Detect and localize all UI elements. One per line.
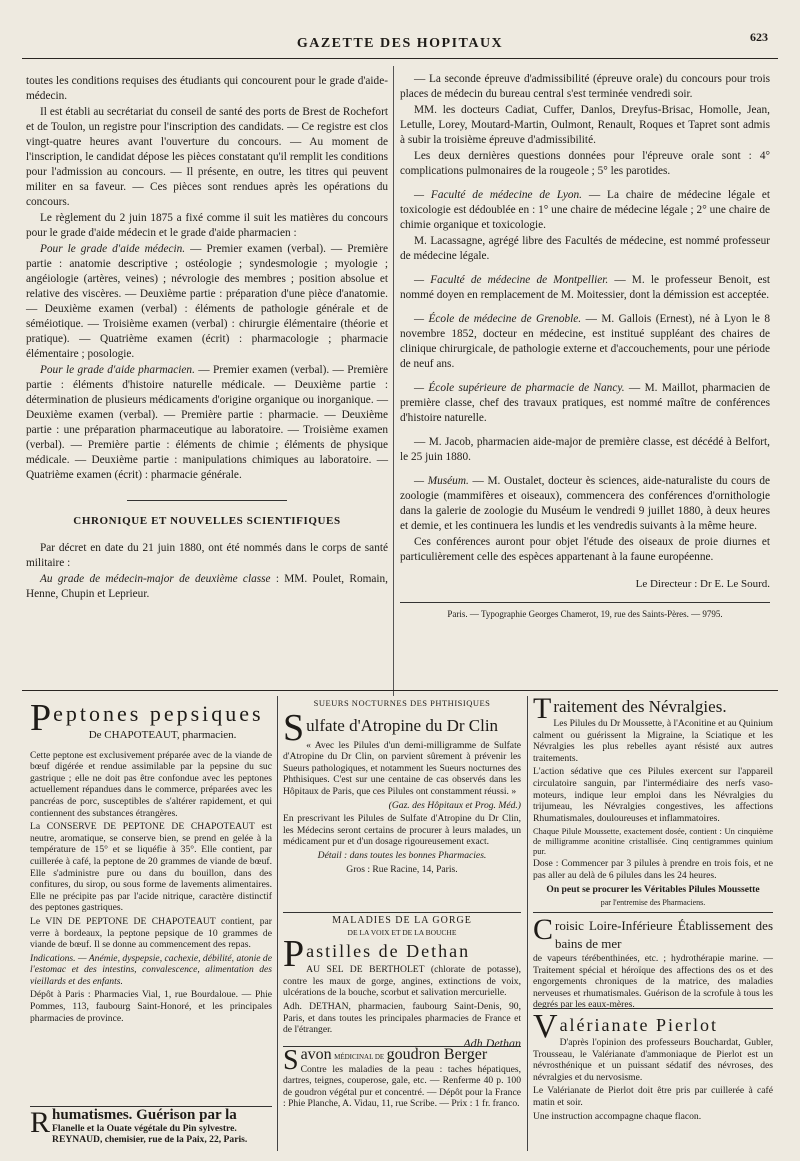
left-paragraph-1: toutes les conditions requises des étudiants qui concourent pour le grade d'aide-médecin. bbox=[26, 75, 388, 102]
aide-pharmacien-label: Pour le grade d'aide pharmacien. bbox=[40, 364, 195, 376]
museum-news-2: Ces conférences auront pour objet l'étude des oiseaux de proie diurnes et particulièrement celle des espèces appartenant à la faune européenne. bbox=[400, 536, 770, 563]
aide-pharmacien-text: — Premier examen (verbal). — Première partie : éléments d'histoire naturelle médicale. — Deuxième partie : détermination de plusieurs médicaments d'origine organique ou inorganique. — Deuxième examen (verbal). — Première partie : pharmacie. — Deuxième partie : une préparation pharmaceutique au laboratoire. — Troisième examen (verbal). — Première partie : éléments de chimie ; éléments de physique médicale. — Deuxième partie : manipulations chimiques au laboratoire. — Quatrième examen (écrit) : pharmacie générale. bbox=[26, 364, 389, 481]
header-rule bbox=[22, 58, 778, 59]
museum-text: — M. Oustalet, docteur ès sciences, aide-naturaliste du cours de zoologie (mammifères et oiseaux), commencera des conférences d'ornithologie dans la galerie de zoologie du Muséum le vendredi 9 juillet 1880, à deux heures et demie, et les continuera les lundis et les vendredis suivants à la même heure. bbox=[400, 475, 770, 532]
dethan-cap: P bbox=[283, 933, 305, 976]
nancy-text: — M. Maillot, pharmacien de première classe, chef des travaux pratiques, est nommé maître de conférences d'histoire naturelle. bbox=[400, 382, 770, 424]
nevralgies-p6: par l'entremise des Pharmaciens. bbox=[600, 898, 706, 908]
ad-rhumatismes bbox=[30, 1106, 272, 1158]
montpellier-label: — Faculté de médecine de Montpellier. bbox=[414, 274, 609, 286]
aide-pharmacien-program bbox=[26, 363, 388, 483]
peptones-p2: La CONSERVE DE PEPTONE DE CHAPOTEAUT est neutre, aromatique, se conserve bien, se prend en gelée à la température de 15° et se liquéfie à 35°. Elle contient, par cuillerée à café, la peptone de 20 grammes de viande de bœuf. Elle s'administre pure ou dans du bouillon, dans des confitures, du sirop, ou sous forme de lavements alimentaires. Elle ne précipite pas par l'acide nitrique, caractère distinctif des peptones gastriques. bbox=[30, 821, 272, 914]
croisic-title-text: roisic Loire-Inférieure Établissement des bains de mer bbox=[555, 918, 773, 951]
nevralgies-p3: Chaque Pilule Moussette, exactement dosée, contient : Un cinquième de milligramme aconitine cristallisée. Cinq centigrammes quinium pur. bbox=[533, 826, 773, 857]
peptones-subtitle: De CHAPOTEAUT, pharmacien. bbox=[88, 729, 237, 741]
grenoble-news bbox=[400, 312, 770, 372]
lyon-label: — Faculté de médecine de Lyon. bbox=[414, 189, 582, 201]
pierlot-p3: Une instruction accompagne chaque flacon. bbox=[533, 1110, 702, 1122]
ad-pierlot bbox=[533, 1008, 773, 1155]
savon-title bbox=[283, 1045, 521, 1076]
right-paragraph-1: — La seconde épreuve d'admissibilité (épreuve orale) du concours pour trois places de médecin du bureau central s'est terminée vendredi soir. bbox=[400, 73, 770, 100]
ad-dethan bbox=[283, 912, 521, 1050]
nevralgies-p5: On peut se procurer les Véritables Pilules Moussette bbox=[546, 883, 760, 895]
sulfate-title-text: ulfate d'Atropine du Dr Clin bbox=[306, 715, 499, 735]
ad-divider-2 bbox=[527, 696, 528, 1151]
rhumatismes-line2: Flanelle et la Ouate végétale du Pin sylvestre. bbox=[52, 1122, 237, 1134]
decree-paragraph: Par décret en date du 21 juin 1880, ont été nommés dans le corps de santé militaire : bbox=[26, 542, 388, 569]
peptones-title-cap: P bbox=[30, 697, 52, 739]
sulfate-p2: En prescrivant les Pilules de Sulfate d'Atropine du Dr Clin, les Médecins seront certains de procurer à leurs malades, un médicament pur et d'un dosage rigoureusement exact. bbox=[283, 813, 521, 848]
dethan-kicker-2: DE LA VOIX ET DE LA BOUCHE bbox=[347, 927, 457, 937]
jacob-news: — M. Jacob, pharmacien aide-major de première classe, est décédé à Belfort, le 25 juin 1880. bbox=[400, 436, 770, 463]
grenoble-text: — M. Gallois (Ernest), né à Lyon le 8 novembre 1852, docteur en médecine, est institué suppléant des chaires de clinique chirurgicale, de pathologie externe et d'accouchements, pour une période de neuf ans. bbox=[400, 313, 770, 370]
croisic-cap: C bbox=[533, 913, 554, 946]
section-ornament bbox=[26, 493, 388, 508]
savon-title-small: MÉDICINAL DE bbox=[334, 1053, 385, 1061]
peptones-p5: Dépôt à Paris : Pharmacies Vial, 1, rue Bourdaloue. — Phie Pommes, 113, faubourg Saint-Honoré, et les principales pharmacies de province. bbox=[30, 989, 272, 1024]
peptones-p4: Indications. — Anémie, dyspepsie, cachexie, débilité, atonie de l'estomac et des intestins, convalescence, alimentation des vieillards et des enfants. bbox=[30, 952, 272, 987]
sulfate-gros: Gros : Rue Racine, 14, Paris. bbox=[346, 863, 458, 875]
sulfate-cap: S bbox=[283, 706, 305, 749]
nevralgies-p4: Dose : Commencer par 3 pilules à prendre en trois fois, et ne pas aller au delà de 6 pilules dans les 24 heures. bbox=[533, 858, 773, 881]
pierlot-p1: D'après l'opinion des professeurs Bouchardat, Gubler, Trousseau, le Valérianate d'ammoniaque de Pierlot est un névrosthénique et un puissant sédatif des névroses, des névralgies et du nervosisme. bbox=[533, 1037, 773, 1083]
aide-medecin-program bbox=[26, 242, 388, 362]
nevralgies-p2: L'action sédative que ces Pilules exercent sur l'appareil circulatoire sanguin, par l'intermédiaire des nerfs vaso-moteurs, indique leur emploi dans les Névralgies du trijumeau, les Névralgies congestives, les affections Rhumatismales, douloureuses et inflammatoires. bbox=[533, 766, 773, 824]
ad-croisic bbox=[533, 912, 773, 1009]
nomination-text: : MM. Poulet, Romain, Henne, Chupin et Leprieur. bbox=[26, 573, 388, 600]
nevralgies-p1: Les Pilules du Dr Moussette, à l'Aconitine et au Quinium calment ou guérissent la Migraine, la Sciatique et les Névralgies les plus rebelles ayant résisté aux autres traitements. bbox=[533, 718, 774, 764]
page-title: GAZETTE DES HOPITAUX bbox=[296, 36, 504, 51]
rhumatismes-title-text: humatismes. Guérison par la bbox=[52, 1107, 237, 1123]
sulfate-p1: « Avec les Pilules d'un demi-milligramme de Sulfate d'Atropine du Dr Clin, on parvient sûrement à prévenir les Sueurs pathologiques, et notamment les Sueurs nocturnes des Phthisiques. C'est sur une centaine de cas observés dans les Hôpitaux de Paris, que ces Pilules ont constamment réussi. » bbox=[283, 739, 521, 797]
ad-peptones bbox=[30, 697, 272, 1102]
dethan-title-text: astilles de Dethan bbox=[306, 941, 471, 962]
dethan-title bbox=[283, 933, 521, 976]
nevralgies-title-text: raitement des Névralgies. bbox=[553, 697, 727, 716]
grenoble-label: — École de médecine de Grenoble. bbox=[414, 313, 582, 325]
pierlot-title bbox=[533, 1008, 773, 1045]
montpellier-news bbox=[400, 273, 770, 303]
nevralgies-title bbox=[533, 692, 773, 725]
savon-p1: Contre les maladies de la peau : taches hépatiques, dartres, teignes, couperose, gale, etc. — Renferme 40 p. 100 de goudron végétal pur et concentré. — Dépôt pour la France : Phie Planche, A. Vidau, 11, rue Scribe. — Prix : 1 fr. franco. bbox=[283, 1063, 521, 1110]
croisic-p1: de vapeurs térébenthinées, etc. ; hydrothérapie marine. — Traitement spécial et héroïque des affections des os et des engorgements chroniques de la matrice, des maladies nerveuses et rhumatismales. Guérison de la scrofule à tous les degrés par les eaux-mères. bbox=[533, 953, 773, 1011]
lyon-faculty-news bbox=[400, 188, 770, 233]
dethan-p1: AU SEL DE BERTHOLET (chlorate de potasse), contre les maux de gorge, angines, extinctions de voix, ulcérations de la bouche, scorbut et salivation mercurielle. bbox=[283, 964, 521, 999]
sulfate-title bbox=[283, 706, 521, 749]
left-paragraph-2: Il est établi au secrétariat du conseil de santé des ports de Brest de Rochefort et de Toulon, un registre pour l'inscription des candidats. — Ce registre est clos vingt-quatre heures avant l'ouverture du concours. — Au moment de l'inscription, le candidat dépose les pièces constatant qu'il remplit les conditions pour l'admission au concours. — Il présente, en outre, les titres qui peuvent militer en sa faveur. — Ces pièces sont rendues après les opérations du concours. bbox=[26, 106, 388, 208]
director-signature: Le Directeur : Dr E. Le Sourd. bbox=[635, 578, 770, 590]
ad-sulfate-atropine bbox=[283, 698, 521, 908]
savon-title-b: goudron Berger bbox=[386, 1046, 488, 1063]
sulfate-detail: Détail : dans toutes les bonnes Pharmacies. bbox=[317, 849, 487, 861]
pierlot-cap: V bbox=[533, 1008, 558, 1045]
column-divider bbox=[393, 66, 394, 696]
peptones-title-text: eptones pepsiques bbox=[53, 701, 264, 726]
rhumatismes-cap: R bbox=[30, 1106, 51, 1139]
right-paragraph-2: MM. les docteurs Cadiat, Cuffer, Danlos, Dreyfus-Brisac, Homolle, Jean, Letulle, Lorey, Moutard-Martin, Oulmont, Renault, Roques et Tapret sont admis à subir la troisième épreuve d'admissibilité. bbox=[400, 104, 770, 146]
peptones-p1: Cette peptone est exclusivement préparée avec de la viande de bœuf digérée et rendue assimilable par la pepsine du suc gastrique ; elle ne doit pas être confondue avec les peptones actuellement répandues dans le commerce, préparées avec les pancréas de porc, susceptibles de s'altérer rapidement, et qui contiennent des substances étrangères. bbox=[30, 749, 272, 819]
left-column bbox=[26, 74, 388, 684]
dethan-p2: Adh. DETHAN, pharmacien, faubourg Saint-Denis, 90, Paris, et dans toutes les principales pharmacies de France et de l'étranger. bbox=[283, 1000, 521, 1036]
nomination-label: Au grade de médecin-major de deuxième classe bbox=[40, 573, 271, 585]
right-paragraph-3: Les deux dernières questions données pour l'épreuve orale sont : 4° complications pulmonaires de la rougeole ; 5° les parotides. bbox=[400, 150, 770, 177]
pierlot-title-text: alérianate Pierlot bbox=[559, 1015, 719, 1035]
dethan-kicker: MALADIES DE LA GORGE bbox=[332, 915, 472, 926]
printer-line: Paris. — Typographie Georges Chamerot, 19, rue des Saints-Pères. — 9795. bbox=[400, 602, 770, 622]
montpellier-text: — M. le professeur Benoit, est nommé doyen en remplacement de M. Moitessier, dont la démission est acceptée. bbox=[400, 274, 770, 301]
page-number: 623 bbox=[750, 30, 768, 44]
nevralgies-cap: T bbox=[533, 692, 552, 725]
peptones-p3: Le VIN DE PEPTONE DE CHAPOTEAUT contient, par verre à bordeaux, la peptone pepsique de 10 grammes de viande de bœuf. Il se donne au commencement des repas. bbox=[30, 915, 272, 951]
croisic-title bbox=[533, 913, 773, 953]
pierlot-p2: Le Valérianate de Pierlot doit être pris par cuillerée à café matin et soir. bbox=[533, 1085, 773, 1108]
aide-medecin-label: Pour le grade d'aide médecin. bbox=[40, 243, 186, 255]
nancy-news bbox=[400, 381, 770, 426]
ad-savon-berger bbox=[283, 1046, 521, 1153]
rhumatismes-line3: REYNAUD, chemisier, rue de la Paix, 22, Paris. bbox=[52, 1134, 248, 1146]
dethan-signature: Adh Dethan bbox=[463, 1035, 521, 1050]
nancy-label: — École supérieure de pharmacie de Nancy. bbox=[414, 382, 625, 394]
chronique-heading: CHRONIQUE ET NOUVELLES SCIENTIFIQUES bbox=[73, 515, 341, 527]
lyon-text: — La chaire de médecine légale et toxicologie est dédoublée en : 1° une chaire de médecine légale ; 2° une chaire de chimie organique et toxicologie. bbox=[400, 189, 770, 231]
savon-title-a: avon bbox=[300, 1046, 332, 1063]
lacassagne-news: M. Lacassagne, agrégé libre des Facultés de médecine, est nommé professeur de médecine légale. bbox=[400, 235, 770, 262]
savon-cap: S bbox=[283, 1045, 299, 1076]
aide-medecin-text: — Premier examen (verbal). — Première partie : anatomie descriptive ; ostéologie ; syndesmologie ; myologie ; angéiologie (artères, veines) ; névrologie des membres ; position absolue et relative des viscères. — Deuxième partie : préparation d'une pièce d'anatomie. — Deuxième examen (verbal) : éléments de pathologie générale et de séméiotique. — Troisième examen (verbal) : chirurgie élémentaire (théorie et pratique). — Quatrième examen (écrit) : pharmacologie ; pharmacie élémentaire ; posologie. bbox=[26, 243, 389, 360]
ad-nevralgies bbox=[533, 692, 774, 908]
sulfate-kicker: SUEURS NOCTURNES DES PHTHISIQUES bbox=[313, 698, 491, 708]
sulfate-source: (Gaz. des Hôpitaux et Prog. Méd.) bbox=[388, 799, 521, 811]
museum-news bbox=[400, 474, 770, 534]
left-paragraph-3: Le règlement du 2 juin 1875 a fixé comme il suit les matières du concours pour le grade d'aide médecin et le grade d'aide pharmacien : bbox=[26, 212, 388, 239]
museum-label: — Muséum. bbox=[414, 475, 469, 487]
advertisements-rule bbox=[22, 690, 778, 691]
nomination-paragraph bbox=[26, 572, 388, 602]
ad-divider-1 bbox=[277, 696, 278, 1151]
right-column bbox=[400, 72, 770, 667]
